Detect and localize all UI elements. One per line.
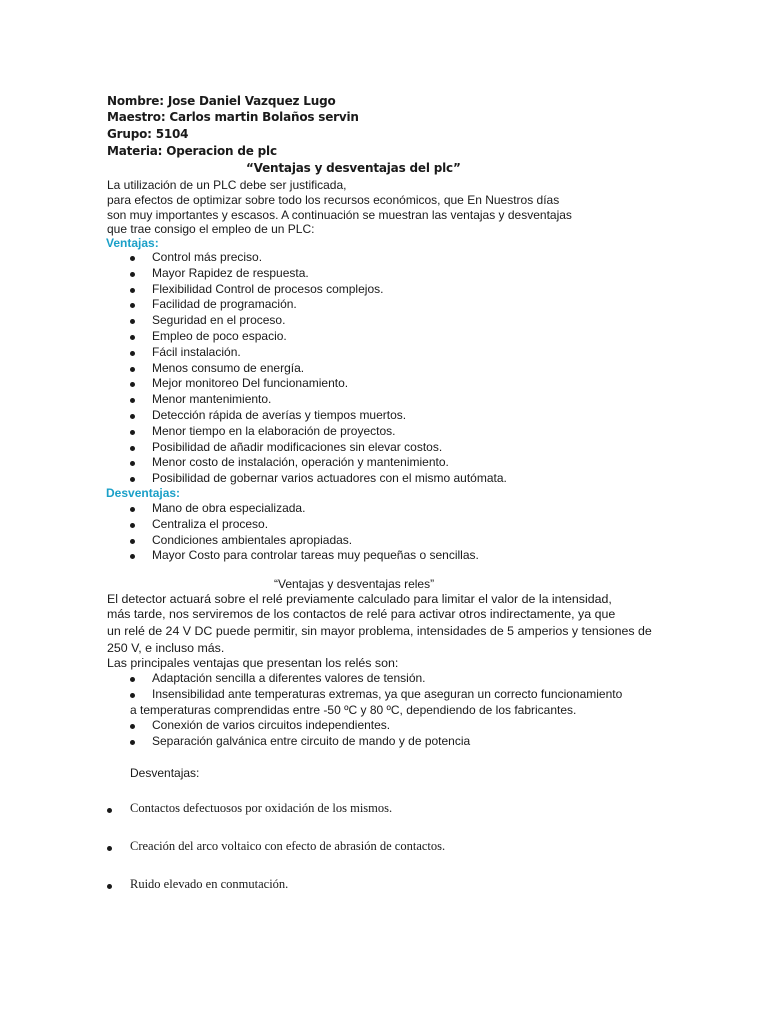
- plc-intro-line: para efectos de optimizar sobre todo los recursos económicos, que En Nuestros días: [107, 193, 560, 207]
- reles-ventajas-list-2: [0, 718, 768, 750]
- subject: Materia: Operacion de plc: [107, 144, 277, 158]
- list-item: Menor tiempo en la elaboración de proyectos.: [0, 424, 768, 440]
- list-item: Conexión de varios circuitos independientes.: [0, 718, 768, 734]
- bullet-icon: [130, 461, 135, 466]
- reles-ventajas-continuation: a temperaturas comprendidas entre -50 ºC y 80 ºC, dependiendo de los fabricantes.: [130, 703, 577, 717]
- list-item: Mano de obra especializada.: [0, 501, 768, 517]
- bullet-icon: [130, 272, 135, 277]
- bullet-icon: [130, 507, 135, 512]
- plc-title: “Ventajas y desventajas del plc”: [246, 161, 461, 175]
- list-item: Seguridad en el proceso.: [0, 313, 768, 329]
- bullet-icon: [107, 884, 112, 889]
- bullet-icon: [130, 740, 135, 745]
- bullet-icon: [130, 303, 135, 308]
- list-item: Fácil instalación.: [0, 345, 768, 361]
- list-item: Mayor Rapidez de respuesta.: [0, 266, 768, 282]
- list-item: Detección rápida de averías y tiempos muertos.: [0, 408, 768, 424]
- plc-ventajas-heading: Ventajas:: [106, 236, 159, 250]
- bullet-icon: [130, 554, 135, 559]
- reles-text-line: 250 V, e incluso más.: [107, 641, 225, 655]
- list-item: Empleo de poco espacio.: [0, 329, 768, 345]
- plc-intro-line: que trae consigo el empleo de un PLC:: [107, 222, 315, 236]
- bullet-icon: [130, 523, 135, 528]
- bullet-icon: [130, 724, 135, 729]
- reles-text-line: más tarde, nos serviremos de los contactos de relé para activar otros indirectamente, ya que: [107, 607, 616, 621]
- reles-text-line: un relé de 24 V DC puede permitir, sin mayor problema, intensidades de 5 amperios y tensiones de: [107, 624, 652, 638]
- list-item: Adaptación sencilla a diferentes valores de tensión.: [0, 671, 768, 687]
- teacher-name: Maestro: Carlos martin Bolaños servin: [107, 110, 359, 124]
- bullet-icon: [107, 808, 112, 813]
- bullet-icon: [130, 256, 135, 261]
- bullet-icon: [130, 677, 135, 682]
- reles-text-line: El detector actuará sobre el relé previamente calculado para limitar el valor de la intensidad,: [107, 592, 612, 606]
- list-item: Insensibilidad ante temperaturas extremas, ya que aseguran un correcto funcionamiento: [0, 687, 768, 703]
- list-item: Condiciones ambientales apropiadas.: [0, 533, 768, 549]
- plc-desventajas-heading: Desventajas:: [106, 486, 181, 500]
- plc-intro-line: son muy importantes y escasos. A continuación se muestran las ventajas y desventajas: [107, 208, 572, 222]
- list-item: Separación galvánica entre circuito de mando y de potencia: [0, 734, 768, 750]
- plc-desventajas-list: [0, 501, 768, 564]
- bullet-icon: [107, 846, 112, 851]
- list-item: Mejor monitoreo Del funcionamiento.: [0, 376, 768, 392]
- list-item: Posibilidad de gobernar varios actuadores con el mismo autómata.: [0, 471, 768, 487]
- plc-ventajas-list: [0, 250, 768, 487]
- reles-desventajas-heading: Desventajas:: [130, 766, 200, 780]
- bullet-icon: [130, 288, 135, 293]
- bullet-icon: [130, 430, 135, 435]
- list-item: Control más preciso.: [0, 250, 768, 266]
- bullet-icon: [130, 335, 135, 340]
- plc-intro-line: La utilización de un PLC debe ser justificada,: [107, 178, 347, 192]
- list-item: Menos consumo de energía.: [0, 361, 768, 377]
- list-item: Flexibilidad Control de procesos complejos.: [0, 282, 768, 298]
- bullet-icon: [130, 414, 135, 419]
- bullet-icon: [130, 367, 135, 372]
- reles-title: “Ventajas y desventajas reles”: [274, 577, 435, 591]
- list-item: Menor costo de instalación, operación y mantenimiento.: [0, 455, 768, 471]
- reles-text-line: Las principales ventajas que presentan los relés son:: [107, 656, 399, 670]
- bullet-icon: [130, 351, 135, 356]
- bullet-icon: [130, 319, 135, 324]
- list-item: Posibilidad de añadir modificaciones sin elevar costos.: [0, 440, 768, 456]
- document-page: Nombre: Jose Daniel Vazquez Lugo Maestro: Carlos martin Bolaños servin Grupo: 5104 Materia: Operacion de plc “Ventajas y desventajas del plc” La utilización de un PLC debe ser justificada, para efectos de optimizar sobre todo los recursos económicos, que En Nuestros días son muy importantes y escasos. A continuación se muestran las ventajas y desventajas que trae consigo el empleo de un PLC: Ventajas: Control más preciso. Mayor Rapidez de respuesta. Flexibilidad Control de procesos complejos. Facilidad de programación. Seguridad en el proceso. Empleo de poco espacio. Fácil instalación. Menos consumo de energía. Mejor monitoreo Del funcionamiento. Menor mantenimiento. Detección rápida de averías y tiempos muertos. Menor tiempo en la elaboración de proyectos. Posibilidad de añadir modificaciones sin elevar costos. Menor costo de instalación, operación y mantenimiento. Posibilidad de gobernar varios actuadores con el mismo autómata. Desventajas: Mano de obra especializada. Centraliza el proceso. Condiciones ambientales apropiadas. Mayor Costo para controlar tareas muy pequeñas o sencillas. “Ventajas y desventajas reles” El detector actuará sobre el relé previamente calculado para limitar el valor de la intensidad, más tarde, nos serviremos de los contactos de relé para activar otros indirectamente, ya que un relé de 24 V DC puede permitir, sin mayor problema, intensidades de 5 amperios y tensiones de 250 V, e incluso más. Las principales ventajas que presentan los relés son: Adaptación sencilla a diferentes valores de tensión. Insensibilidad ante temperaturas extremas, ya que aseguran un correcto funcionamiento a temperaturas comprendidas entre -50 ºC y 80 ºC, dependiendo de los fabricantes. Conexión de varios circuitos independientes. Separación galvánica entre circuito de mando y de potencia Desventajas: Contactos defectuosos por oxidación de los mismos. Creación del arco voltaico con efecto de abrasión de contactos. Ruido elevado en conmutación.: [0, 0, 768, 1024]
- bullet-icon: [130, 382, 135, 387]
- reles-ventajas-list: [0, 671, 768, 703]
- bullet-icon: [130, 477, 135, 482]
- list-item: Centraliza el proceso.: [0, 517, 768, 533]
- group: Grupo: 5104: [107, 127, 189, 141]
- bullet-icon: [130, 539, 135, 544]
- list-item: Mayor Costo para controlar tareas muy pequeñas o sencillas.: [0, 548, 768, 564]
- list-item: Facilidad de programación.: [0, 297, 768, 313]
- bullet-icon: [130, 693, 135, 698]
- bullet-icon: [130, 446, 135, 451]
- student-name: Nombre: Jose Daniel Vazquez Lugo: [107, 94, 336, 108]
- bullet-icon: [130, 398, 135, 403]
- list-item: Menor mantenimiento.: [0, 392, 768, 408]
